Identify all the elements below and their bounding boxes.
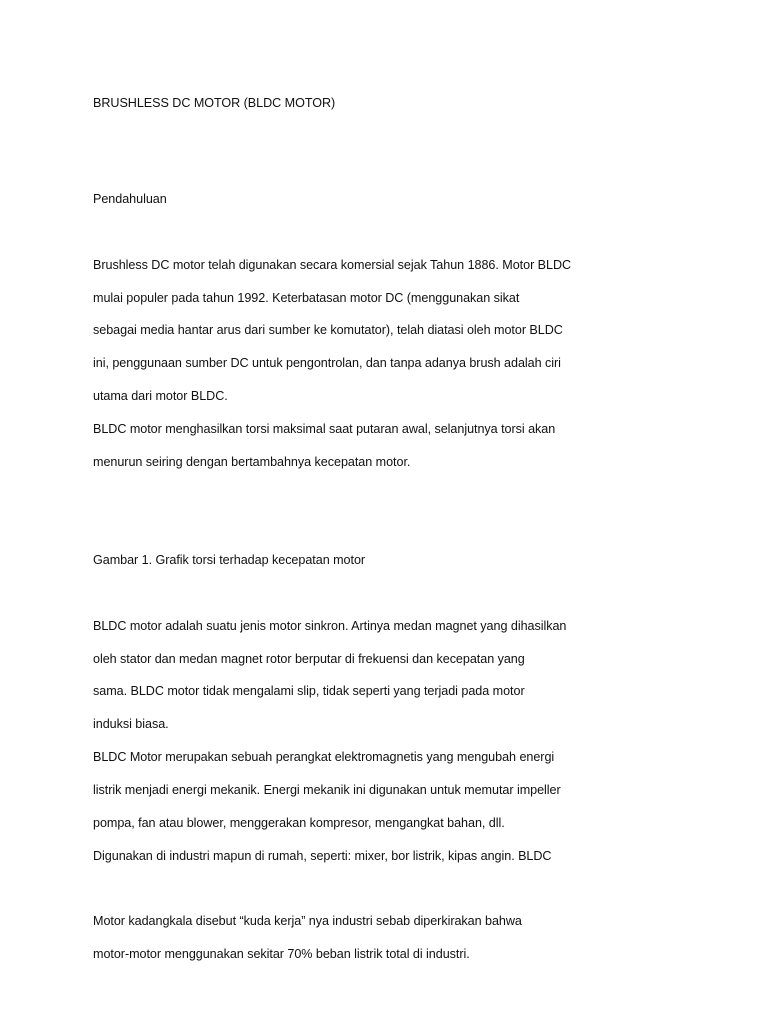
paragraph-line: Brushless DC motor telah digunakan secara komersial sejak Tahun 1886. Motor BLDC [93, 258, 572, 272]
paragraph-line: Digunakan di industri mapun di rumah, seperti: mixer, bor listrik, kipas angin. BLDC [93, 849, 552, 863]
paragraph-line: menurun seiring dengan bertambahnya kecepatan motor. [93, 455, 411, 469]
paragraph-line: pompa, fan atau blower, menggerakan kompresor, mengangkat bahan, dll. [93, 816, 505, 830]
section-heading: Pendahuluan [93, 192, 167, 206]
paragraph-line: motor-motor menggunakan sekitar 70% beban listrik total di industri. [93, 947, 470, 961]
figure-caption: Gambar 1. Grafik torsi terhadap kecepatan motor [93, 553, 366, 567]
paragraph-line: utama dari motor BLDC. [93, 389, 228, 403]
paragraph-line: mulai populer pada tahun 1992. Keterbatasan motor DC (menggunakan sikat [93, 291, 520, 305]
paragraph-line: BLDC motor menghasilkan torsi maksimal saat putaran awal, selanjutnya torsi akan [93, 422, 556, 436]
paragraph-line: Motor kadangkala disebut “kuda kerja” nya industri sebab diperkirakan bahwa [93, 914, 522, 928]
paragraph-line: ini, penggunaan sumber DC untuk pengontrolan, dan tanpa adanya brush adalah ciri [93, 356, 561, 370]
document-title: BRUSHLESS DC MOTOR (BLDC MOTOR) [93, 96, 336, 110]
paragraph-line: sama. BLDC motor tidak mengalami slip, tidak seperti yang terjadi pada motor [93, 684, 525, 698]
paragraph-line: sebagai media hantar arus dari sumber ke komutator), telah diatasi oleh motor BLDC [93, 323, 563, 337]
paragraph-line: induksi biasa. [93, 717, 169, 731]
paragraph-line: oleh stator dan medan magnet rotor berputar di frekuensi dan kecepatan yang [93, 652, 525, 666]
paragraph-line: BLDC Motor merupakan sebuah perangkat elektromagnetis yang mengubah energi [93, 750, 555, 764]
paragraph-line: listrik menjadi energi mekanik. Energi mekanik ini digunakan untuk memutar impeller [93, 783, 561, 797]
paragraph-line: BLDC motor adalah suatu jenis motor sinkron. Artinya medan magnet yang dihasilkan [93, 619, 567, 633]
